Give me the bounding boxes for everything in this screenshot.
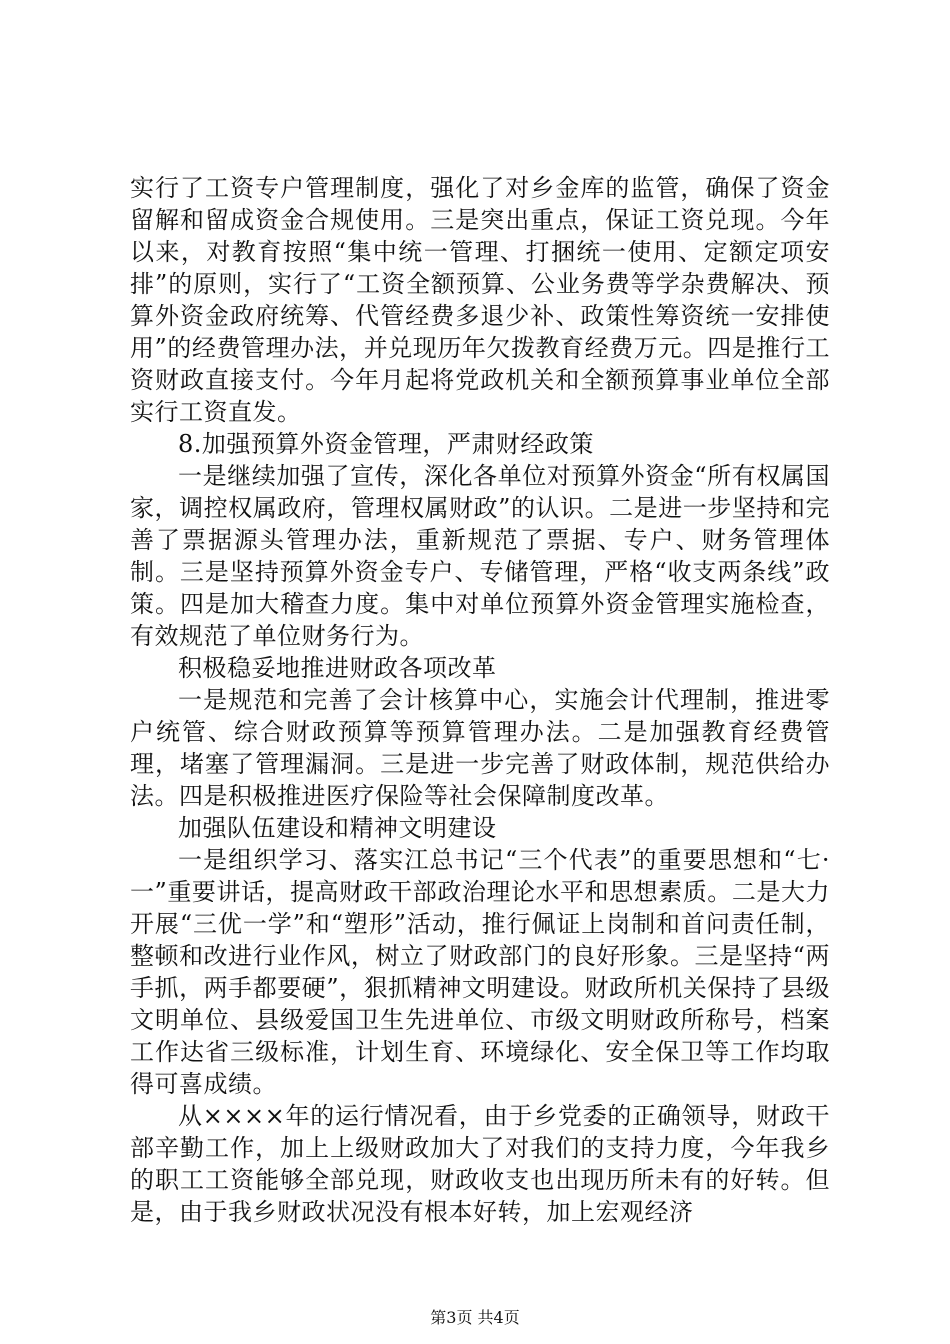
- paragraph-salary-account: 实行了工资专户管理制度，强化了对乡金库的监管，确保了资金留解和留成资金合规使用。三是突出重点，保证工资兑现。今年以来，对教育按照“集中统一管理、打捆统一使用、定额定项安排”的原则，实行了“工资全额预算、公业务费等学杂费解决、预算外资金政府统筹、代管经费多退少补、政策性筹资统一安排使用”的经费管理办法，并兑现历年欠拨教育经费万元。四是推行工资财政直接支付。今年月起将党政机关和全额预算事业单位全部实行工资直发。: [130, 174, 830, 426]
- heading-team-building: 加强队伍建设和精神文明建设: [178, 814, 497, 842]
- paragraph-annual-summary: 从××××年的运行情况看，由于乡党委的正确领导，财政干部辛勤工作，加上上级财政加大了对我们的支持力度，今年我乡的职工工资能够全部兑现，财政收支也出现历所未有的好转。但是，由于我乡财政状况没有根本好转，加上宏观经济: [130, 1102, 830, 1226]
- page-footer: 第3页 共4页: [430, 1308, 520, 1327]
- paragraph-extra-budget-funds: 一是继续加强了宣传，深化各单位对预算外资金“所有权属国家，调控权属政府，管理权属财政”的认识。二是进一步坚持和完善了票据源头管理办法，重新规范了票据、专户、财务管理体制。三是坚持预算外资金专户、专储管理，严格“收支两条线”政策。四是加大稽查力度。集中对单位预算外资金管理实施检查，有效规范了单位财务行为。: [130, 462, 830, 650]
- paragraph-team-building: 一是组织学习、落实江总书记“三个代表”的重要思想和“七·一”重要讲话，提高财政干部政治理论水平和思想素质。二是大力开展“三优一学”和“塑形”活动，推行佩证上岗制和首问责任制，整顿和改进行业作风，树立了财政部门的良好形象。三是坚持“两手抓，两手都要硬”，狠抓精神文明建设。财政所机关保持了县级文明单位、县级爱国卫生先进单位、市级文明财政所称号，档案工作达省三级标准，计划生育、环境绿化、安全保卫等工作均取得可喜成绩。: [130, 846, 830, 1098]
- heading-extra-budget-funds: 8.加强预算外资金管理，严肃财经政策: [178, 430, 594, 458]
- document-body: [130, 172, 830, 1228]
- heading-fiscal-reform: 积极稳妥地推进财政各项改革: [178, 654, 497, 682]
- paragraph-fiscal-reform: 一是规范和完善了会计核算中心，实施会计代理制，推进零户统管、综合财政预算等预算管理办法。二是加强教育经费管理，堵塞了管理漏洞。三是进一步完善了财政体制，规范供给办法。四是积极推进医疗保险等社会保障制度改革。: [130, 686, 830, 810]
